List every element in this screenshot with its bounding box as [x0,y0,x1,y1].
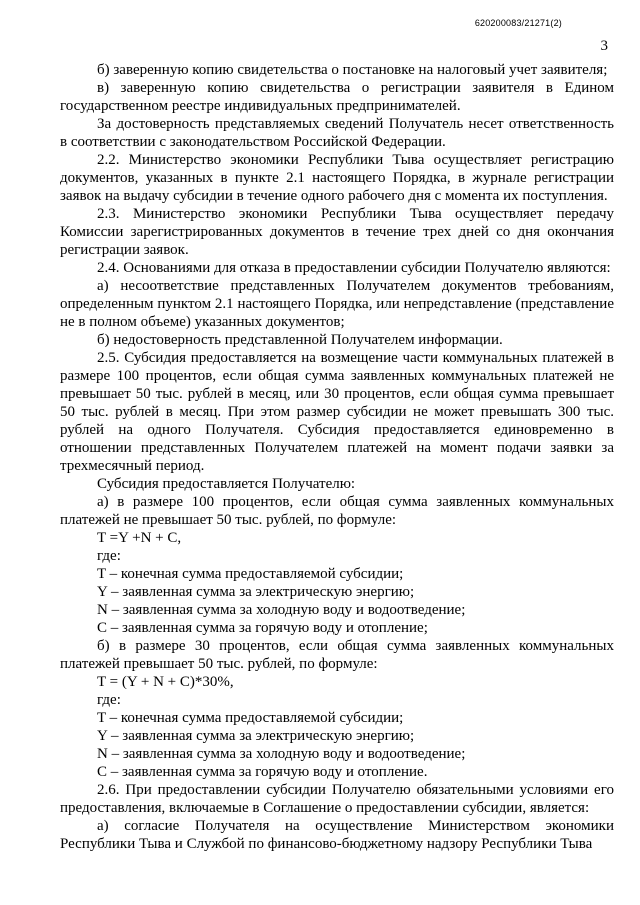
formula-term: Y – заявленная сумма за электрическую энергию; [97,584,415,600]
paragraph: б) в размере 30 процентов, если общая сумма заявленных коммунальных платежей превышает 50 тыс. рублей, по формуле: [60,638,614,672]
document-code: 620200083/21271(2) [474,18,562,28]
paragraph: За достоверность представляемых сведений Получатель несет ответственность в соответствии с законодательством Российской Федерации. [60,116,614,150]
paragraph: 2.6. При предоставлении субсидии Получателю обязательными условиями его предоставления, включаемые в Соглашение о предоставлении субсидии, является: [60,782,614,816]
paragraph: а) несоответствие представленных Получателем документов требованиям, определенным пунктом 2.1 настоящего Порядка, или непредставление (представление не в полном объеме) указанных документов; [60,278,614,330]
paragraph: 2.3. Министерство экономики Республики Тыва осуществляет передачу Комиссии зарегистрированных документов в течение трех дней со дня окончания регистрации заявок. [60,206,614,258]
formula-term: C – заявленная сумма за горячую воду и отопление. [97,764,428,780]
formula-term: T – конечная сумма предоставляемой субсидии; [97,566,404,582]
paragraph: в) заверенную копию свидетельства о регистрации заявителя в Едином государственном реестре индивидуальных предпринимателей. [60,80,614,114]
paragraph: 2.5. Субсидия предоставляется на возмещение части коммунальных платежей в размере 100 процентов, если общая сумма заявленных коммунальных платежей не превышает 50 тыс. рублей в месяц, или 30 процентов, если общая сумма превышает 50 тыс. рублей в месяц. При этом размер субсидии не может превышать 300 тыс. рублей на одного Получателя. Субсидия предоставляется единовременно в отношении представленных Получателем платежей на момент подачи заявки за трехмесячный период. [60,350,614,474]
formula-term: C – заявленная сумма за горячую воду и отопление; [97,620,428,636]
formula-term: N – заявленная сумма за холодную воду и водоотведение; [97,602,466,618]
formula-term: T – конечная сумма предоставляемой субсидии; [97,710,404,726]
formula-term: N – заявленная сумма за холодную воду и водоотведение; [97,746,466,762]
page-number: 3 [600,38,608,54]
formula-term: Y – заявленная сумма за электрическую энергию; [97,728,415,744]
paragraph: 2.2. Министерство экономики Республики Тыва осуществляет регистрацию документов, указанных в пункте 2.1 настоящего Порядка, в журнале регистрации заявок на выдачу субсидии в течение одного рабочего дня с момента их поступления. [60,152,614,204]
formula: T = (Y + N + C)*30%, [97,674,234,690]
paragraph: б) заверенную копию свидетельства о постановке на налоговый учет заявителя; [97,62,608,78]
paragraph: б) недостоверность представленной Получателем информации. [97,332,503,348]
paragraph: Субсидия предоставляется Получателю: [97,476,356,492]
paragraph: 2.4. Основаниями для отказа в предоставлении субсидии Получателю являются: [97,260,611,276]
formula-where: где: [97,548,121,564]
document-body [60,61,614,853]
formula: T =Y +N + C, [97,530,182,546]
paragraph: а) в размере 100 процентов, если общая сумма заявленных коммунальных платежей не превышает 50 тыс. рублей, по формуле: [60,494,614,528]
formula-where: где: [97,692,121,708]
paragraph: а) согласие Получателя на осуществление Министерством экономики Республики Тыва и Службой по финансово-бюджетному надзору Республики Тыва [60,818,614,852]
